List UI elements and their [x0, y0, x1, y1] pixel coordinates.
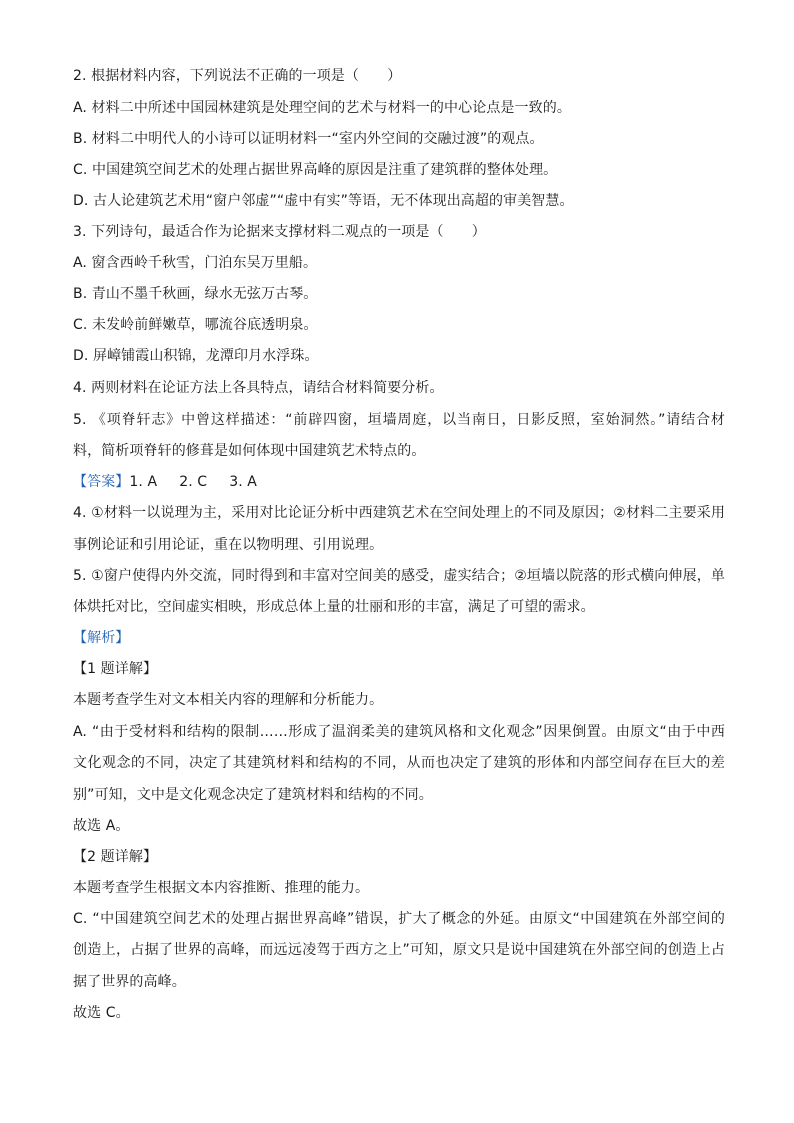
question-2-stem: 2. 根据材料内容，下列说法不正确的一项是（ ）: [73, 68, 402, 84]
answer-row: [73, 472, 725, 492]
answer-5-line-1: 5. ①窗户使得内外交流，同时得到和丰富对空间美的感受，虚实结合；②垣墙以院落的形式横向伸展，单: [73, 568, 725, 584]
question-4-stem: 4. 两则材料在论证方法上各具特点，请结合材料简要分析。: [73, 380, 444, 396]
detail-1-intro: 本题考查学生对文本相关内容的理解和分析能力。: [73, 692, 384, 708]
question-3-option-b: B. 青山不墨千秋画，绿水无弦万古琴。: [73, 286, 318, 302]
question-2-option-b: B. 材料二中明代人的小诗可以证明材料一“室内外空间的交融过渡”的观点。: [73, 131, 544, 147]
detail-1-line-3: 别”可知，文中是文化观念决定了建筑材料和结构的不同。: [73, 787, 433, 803]
question-2-option-d: D. 古人论建筑艺术用“窗户邻虚”“虚中有实”等语，无不体现出高超的审美智慧。: [73, 193, 574, 209]
detail-1-line-2: 文化观念的不同，决定了其建筑材料和结构的不同，从而也决定了建筑的形体和内部空间存在巨大的差: [73, 755, 725, 771]
answer-4-line-1: 4. ①材料一以说理为主，采用对比论证分析中西建筑艺术在空间处理上的不同及原因；②材料二主要采用: [73, 505, 725, 521]
answer-1: 1. A: [129, 474, 158, 490]
question-2-option-c: C. 中国建筑空间艺术的处理占据世界高峰的原因是注重了建筑群的整体处理。: [73, 162, 558, 178]
question-5-line-2: 料，简析项脊轩的修葺是如何体现中国建筑艺术特点的。: [73, 443, 426, 459]
detail-2-title: 【2 题详解】: [73, 849, 158, 865]
answer-3: 3. A: [229, 474, 257, 490]
question-3-option-d: D. 屏嶂铺霞山积锦，龙潭印月水浮珠。: [73, 348, 319, 364]
detail-1-title: 【1 题详解】: [73, 661, 158, 677]
detail-2-choice: 故选 C。: [73, 1005, 130, 1021]
detail-2-line-2: 创造上，占据了世界的高峰，而远远凌驾于西方之上”可知，原文只是说中国建筑在外部空间的创造上占: [73, 942, 725, 958]
analysis-tag: 【解析】: [73, 630, 130, 646]
detail-2-line-1: C. “中国建筑空间艺术的处理占据世界高峰”错误，扩大了概念的外延。由原文“中国建筑在外部空间的: [73, 911, 725, 927]
answer-5-line-2: 体烘托对比，空间虚实相映，形成总体上量的壮丽和形的丰富，满足了可望的需求。: [73, 599, 595, 615]
answer-4-line-2: 事例论证和引用论证，重在以物明理、引用说理。: [73, 537, 384, 553]
detail-1-choice: 故选 A。: [73, 818, 130, 834]
question-5-line-1: 5. 《项脊轩志》中曾这样描述：“前辟四窗，垣墙周庭，以当南日，日影反照，室始洞然。”请结合材: [73, 412, 725, 428]
detail-2-intro: 本题考查学生根据文本内容推断、推理的能力。: [73, 880, 370, 896]
question-3-option-a: A. 窗含西岭千秋雪，门泊东吴万里船。: [73, 255, 318, 271]
question-2-option-a: A. 材料二中所述中国园林建筑是处理空间的艺术与材料一的中心论点是一致的。: [73, 100, 571, 116]
answer-tag: 【答案】: [73, 474, 130, 490]
detail-2-line-3: 据了世界的高峰。: [73, 974, 186, 990]
question-3-option-c: C. 未发岭前鲜嫩草，哪流谷底透明泉。: [73, 317, 318, 333]
answer-2: 2. C: [179, 474, 208, 490]
detail-1-line-1: A. “由于受材料和结构的限制……形成了温润柔美的建筑风格和文化观念”因果倒置。由原文“由于中西: [73, 724, 725, 740]
question-3-stem: 3. 下列诗句，最适合作为论据来支撑材料二观点的一项是（ ）: [73, 224, 486, 240]
